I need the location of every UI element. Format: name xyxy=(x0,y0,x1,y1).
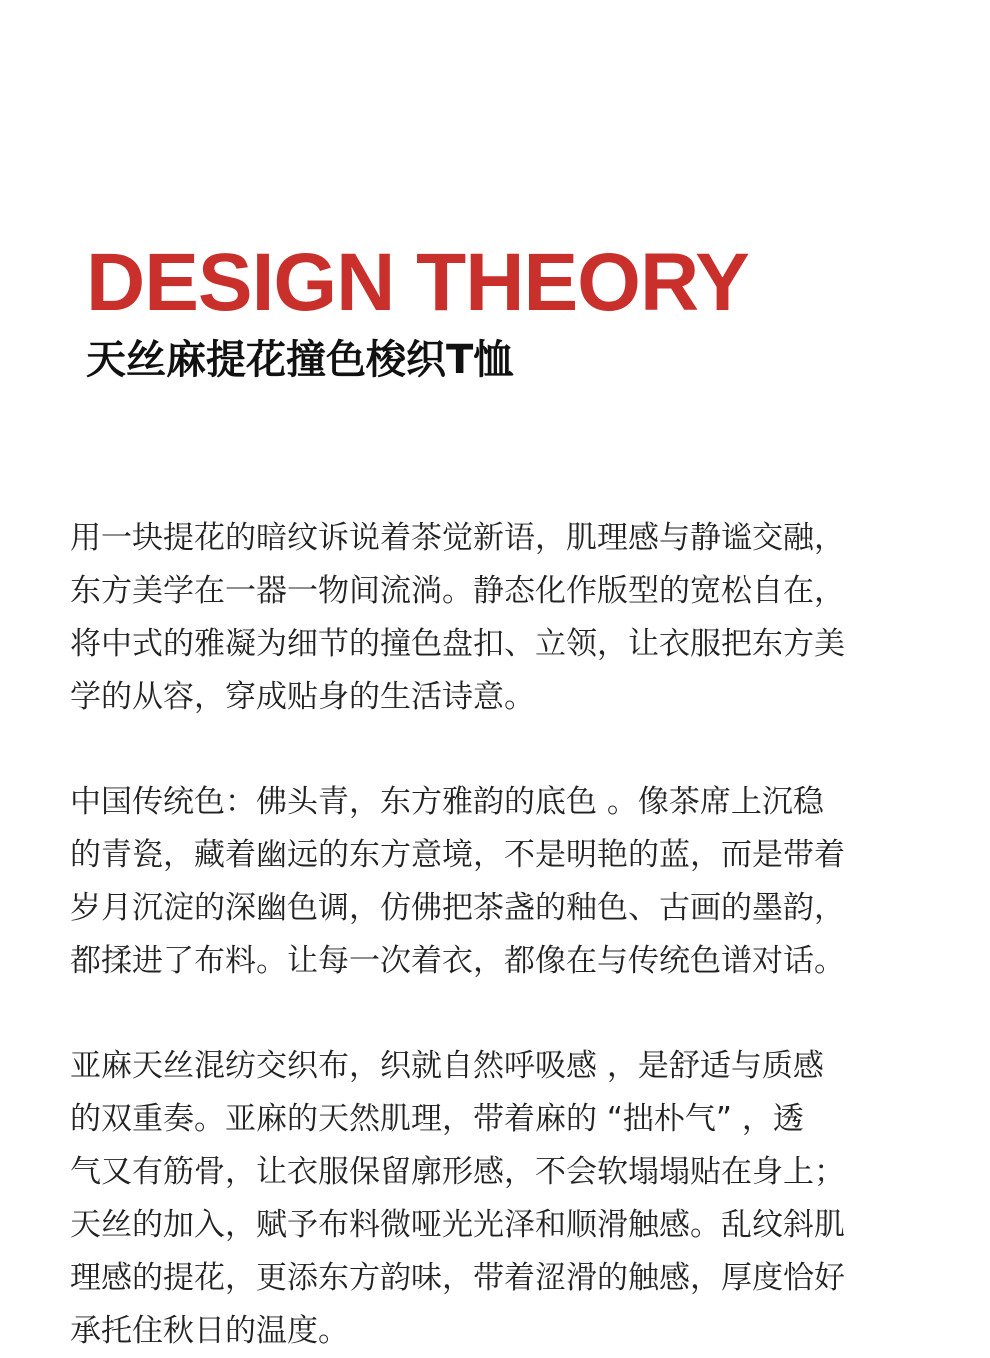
description-body xyxy=(70,512,930,1358)
paragraph-line: 都揉进了布料。让每一次着衣，都像在与传统色谱对话。 xyxy=(70,943,845,979)
paragraph-fabric xyxy=(70,1040,930,1358)
paragraph-line: 承托住秋日的温度。 xyxy=(70,1313,349,1349)
paragraph-line: 亚麻天丝混纺交织布，织就自然呼吸感 ，是舒适与质感 xyxy=(70,1048,824,1084)
paragraph-line: 东方美学在一器一物间流淌。静态化作版型的宽松自在， xyxy=(70,573,845,609)
paragraph-line: 将中式的雅凝为细节的撞色盘扣、立领，让衣服把东方美 xyxy=(70,626,845,662)
english-title: DESIGN THEORY xyxy=(86,237,749,328)
paragraph-line: 学的从容，穿成贴身的生活诗意。 xyxy=(70,679,535,715)
paragraph-traditional-color xyxy=(70,776,930,988)
paragraph-line: 的双重奏。亚麻的天然肌理，带着麻的 “拙朴气” ，透 xyxy=(70,1101,804,1137)
paragraph-design-intro xyxy=(70,512,930,724)
paragraph-line: 理感的提花，更添东方韵味，带着涩滑的触感，厚度恰好 xyxy=(70,1260,845,1296)
paragraph-line: 中国传统色：佛头青，东方雅韵的底色 。像茶席上沉稳 xyxy=(70,784,824,820)
paragraph-line: 岁月沉淀的深幽色调，仿佛把茶盏的釉色、古画的墨韵， xyxy=(70,890,845,926)
paragraph-line: 天丝的加入，赋予布料微哑光光泽和顺滑触感。乱纹斜肌 xyxy=(70,1207,845,1243)
paragraph-line: 的青瓷，藏着幽远的东方意境，不是明艳的蓝，而是带着 xyxy=(70,837,845,873)
title-block xyxy=(86,238,946,384)
chinese-title: 天丝麻提花撞色梭织T恤 xyxy=(86,337,514,383)
paragraph-line: 气又有筋骨，让衣服保留廓形感，不会软塌塌贴在身上； xyxy=(70,1154,845,1190)
paragraph-line: 用一块提花的暗纹诉说着茶觉新语，肌理感与静谧交融， xyxy=(70,520,845,556)
